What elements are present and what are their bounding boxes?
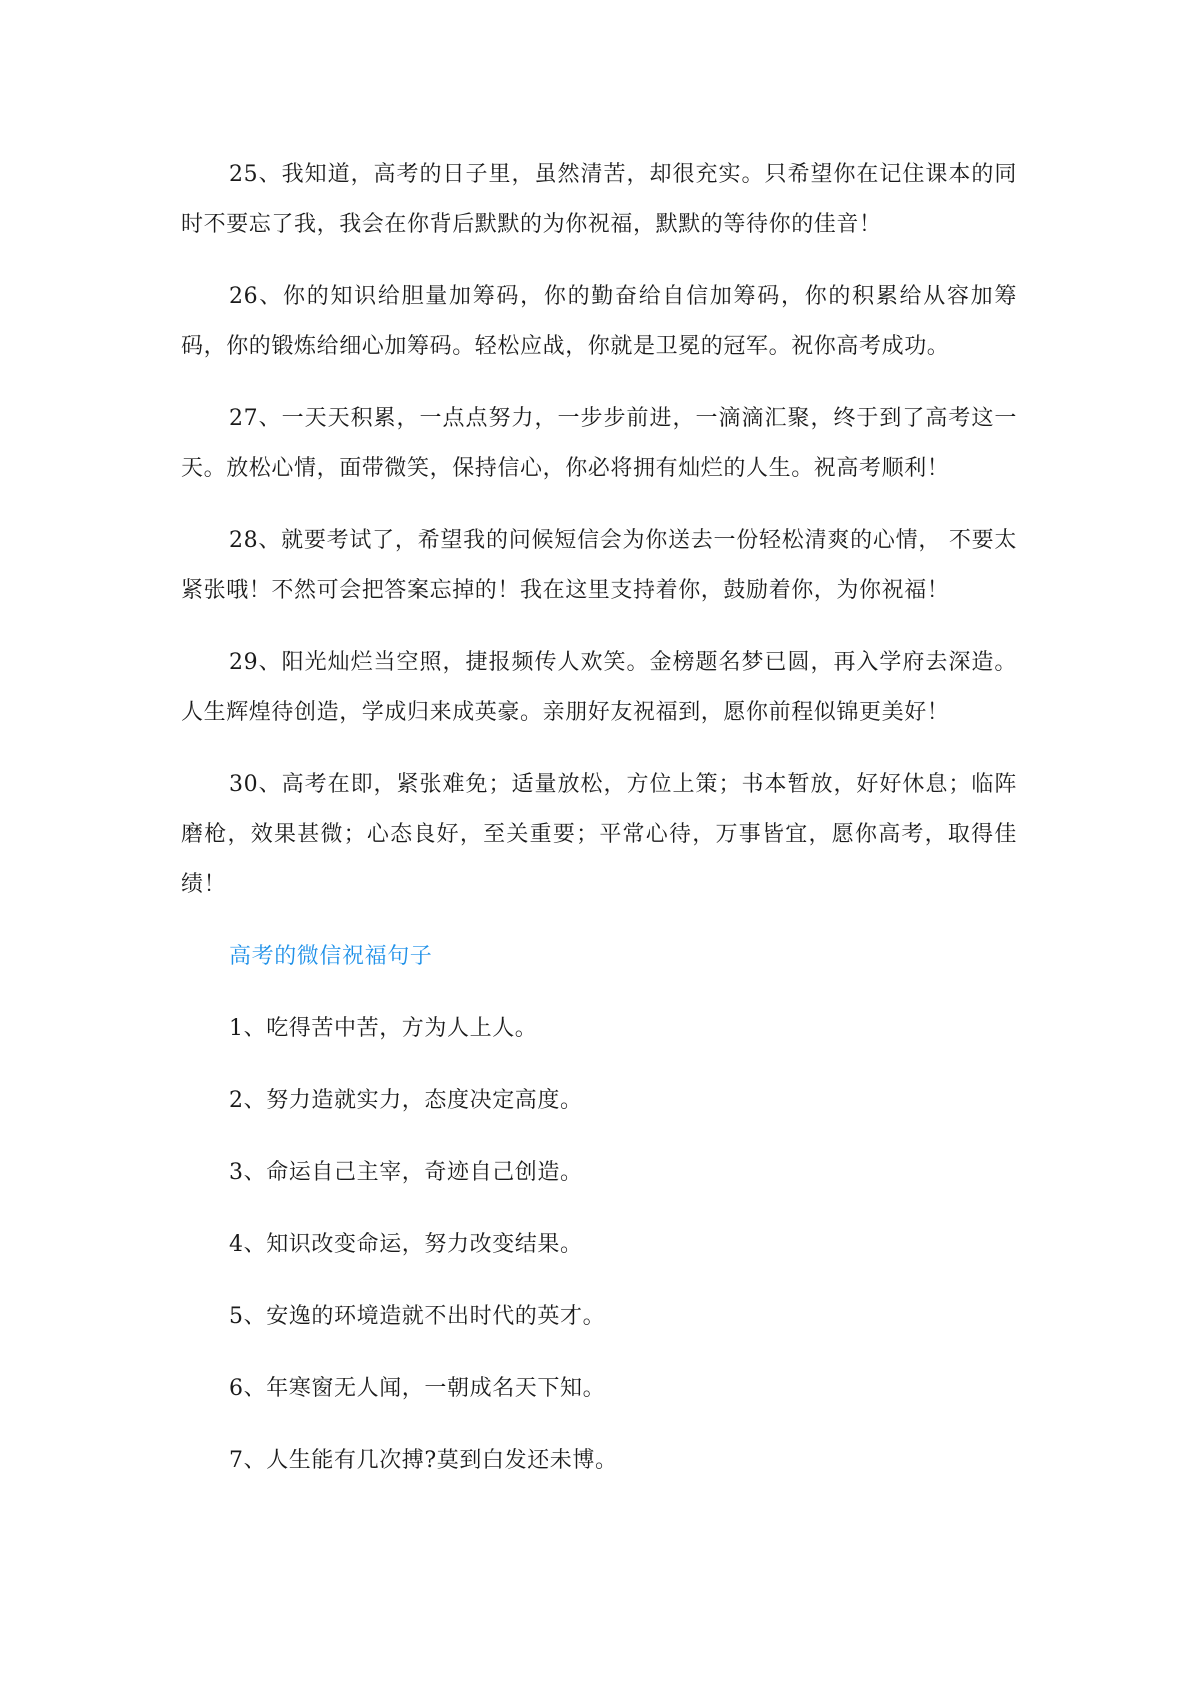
- list-item-3: 3、命运自己主宰，奇迹自己创造。: [229, 1160, 583, 1185]
- paragraph-27: 27、一天天积累，一点点努力，一步步前进，一滴滴汇聚，终于到了高考这一天。放松心情，面带微笑，保持信心，你必将拥有灿烂的人生。祝高考顺利！: [181, 406, 1017, 481]
- list-item-5: 5、安逸的环境造就不出时代的英才。: [229, 1304, 606, 1329]
- list-item-7: 7、人生能有几次搏?莫到白发还未博。: [229, 1448, 618, 1473]
- list-item-2: 2、努力造就实力，态度决定高度。: [229, 1088, 583, 1113]
- paragraph-28: 28、就要考试了，希望我的问候短信会为你送去一份轻松清爽的心情， 不要太紧张哦！不然可会把答案忘掉的！我在这里支持着你，鼓励着你，为你祝福！: [181, 528, 1017, 603]
- paragraph-26: 26、你的知识给胆量加筹码，你的勤奋给自信加筹码，你的积累给从容加筹码，你的锻炼给细心加筹码。轻松应战，你就是卫冕的冠军。祝你高考成功。: [181, 284, 1017, 359]
- document-body: [181, 150, 1017, 1508]
- paragraph-25: 25、我知道，高考的日子里，虽然清苦，却很充实。只希望你在记住课本的同时不要忘了我，我会在你背后默默的为你祝福，默默的等待你的佳音！: [181, 162, 1017, 237]
- section-heading: 高考的微信祝福句子: [229, 944, 433, 969]
- list-item-4: 4、知识改变命运，努力改变结果。: [229, 1232, 583, 1257]
- list-item-6: 6、年寒窗无人闻，一朝成名天下知。: [229, 1376, 606, 1401]
- paragraph-29: 29、阳光灿烂当空照，捷报频传人欢笑。金榜题名梦已圆，再入学府去深造。人生辉煌待创造，学成归来成英豪。亲朋好友祝福到，愿你前程似锦更美好！: [181, 650, 1017, 725]
- paragraph-30: 30、高考在即，紧张难免；适量放松，方位上策；书本暂放，好好休息；临阵磨枪，效果甚微；心态良好，至关重要；平常心待，万事皆宜，愿你高考，取得佳绩！: [181, 772, 1017, 897]
- list-item-1: 1、吃得苦中苦，方为人上人。: [229, 1016, 538, 1041]
